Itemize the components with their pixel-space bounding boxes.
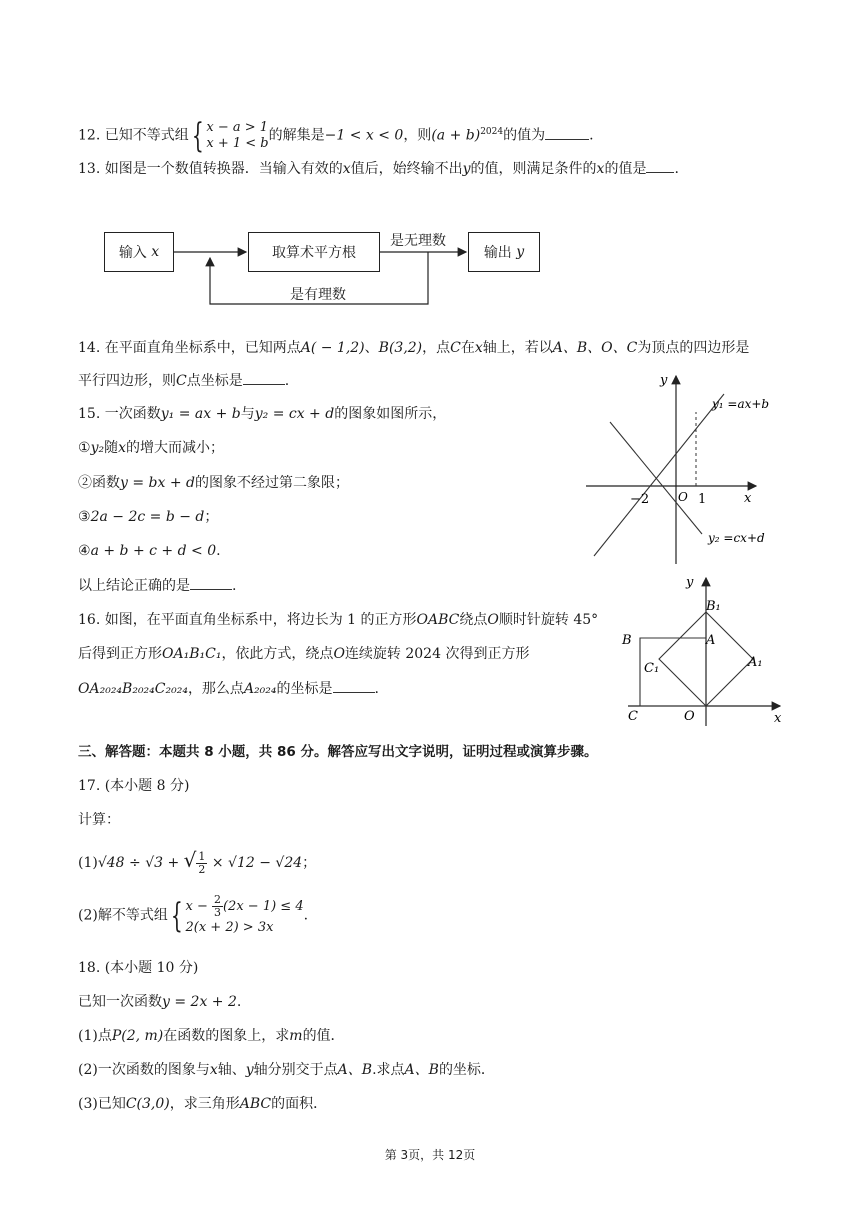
question-12: 12. 已知不等式组{ x − a > 1 x + 1 < b 的解集是−1 < x < 0，则$(a + b)^{2024}$的值为 . bbox=[78, 115, 594, 156]
q15-claim-1: ①y₂随x的增大而减小； bbox=[78, 440, 224, 456]
question-13: 13. 如图是一个数值转换器．当输入有效的x值后，始终输不出y的值，则满足条件的x的值是 . bbox=[78, 158, 679, 179]
tick-1: 1 bbox=[698, 492, 707, 507]
y-axis-label: y bbox=[686, 575, 694, 590]
point-B: B bbox=[622, 633, 632, 648]
answer-blank bbox=[545, 125, 589, 140]
q18-part2: (2)一次函数的图象与x轴、y轴分别交于点A、B.求点A、B的坐标． bbox=[78, 1062, 495, 1078]
brace-icon: { bbox=[191, 115, 204, 156]
q17-part1: (1)√48 ÷ √3 + √ $\frac{1}{2}$ × √12 − √24； bbox=[78, 848, 317, 876]
point-C: C bbox=[628, 709, 638, 724]
irrational-label: 是无理数 bbox=[390, 233, 446, 249]
q18-title: 18. (本小题 10 分) bbox=[78, 960, 199, 976]
point-O: O bbox=[684, 709, 695, 724]
inequality-system: x − a > 1 x + 1 < b bbox=[206, 119, 269, 151]
y-axis-label: y bbox=[660, 373, 668, 388]
answer-blank bbox=[243, 370, 285, 385]
answer-blank bbox=[333, 678, 375, 693]
q15-conclusion: 以上结论正确的是 . bbox=[78, 575, 236, 596]
point-A: A bbox=[706, 633, 716, 648]
question-14-line1: 14. 在平面直角坐标系中，已知两点A( − 1,2)、B(3,2)，点C在x轴上，若以A、B、O、C为顶点的四边形是 bbox=[78, 340, 750, 356]
input-box: 输入 x bbox=[104, 232, 174, 272]
brace-icon: { bbox=[170, 895, 183, 936]
inequality-system: x − $\frac{2}{3}$ (2x − 1) ≤ 4 2(x + 2) > 3x bbox=[185, 893, 304, 935]
q18-given: 已知一次函数y = 2x + 2. bbox=[78, 994, 242, 1010]
answer-blank bbox=[190, 575, 232, 590]
point-C1: C₁ bbox=[644, 661, 660, 676]
page-footer: 第 3页，共 12页 bbox=[384, 1148, 476, 1162]
q16-graph bbox=[614, 572, 790, 728]
y2-label: y₂ =cx+d bbox=[708, 531, 765, 545]
q17-title: 17. (本小题 8 分) bbox=[78, 778, 190, 794]
output-box: 输出 y bbox=[468, 232, 540, 272]
q12-number: 12. bbox=[78, 127, 101, 144]
question-16-line2: 后得到正方形OA₁B₁C₁，依此方式，绕点O连续旋转 2024 次得到正方形 bbox=[78, 646, 530, 662]
answer-blank bbox=[646, 158, 674, 173]
q15-claim-2: ②函数y = bx + d的图象不经过第二象限； bbox=[78, 475, 349, 491]
q18-part1: (1)点P(2, m)在函数的图象上，求m的值． bbox=[78, 1028, 345, 1044]
section-3-heading: 三、解答题：本题共 8 小题，共 86 分。解答应写出文字说明，证明过程或演算步骤。 bbox=[78, 744, 598, 760]
tick-neg2: −2 bbox=[630, 492, 650, 507]
question-14-line2: 平行四边形，则C点坐标是 . bbox=[78, 370, 289, 391]
question-16-line1: 16. 如图，在平面直角坐标系中，将边长为 1 的正方形OABC绕点O顺时针旋转 45° bbox=[78, 612, 599, 628]
question-16-line3: OA₂₀₂₄B₂₀₂₄C₂₀₂₄，那么点A₂₀₂₄的坐标是 . bbox=[78, 678, 379, 699]
q15-claim-3: ③2a − 2c = b − d； bbox=[78, 509, 219, 525]
line-y1 bbox=[594, 394, 724, 556]
x-axis-label: x bbox=[774, 711, 782, 726]
y1-label: y₁ =ax+b bbox=[712, 397, 770, 411]
converter-flowchart bbox=[100, 226, 540, 316]
x-axis-label: x bbox=[744, 491, 752, 506]
q15-claim-4: ④a + b + c + d < 0. bbox=[78, 543, 221, 559]
q18-part3: (3)已知C(3,0)，求三角形ABC的面积． bbox=[78, 1096, 328, 1112]
sqrt-process-box: 取算术平方根 bbox=[248, 232, 380, 272]
q17-part2: (2)解不等式组{ x − $\frac{2}{3}$ (2x − 1) ≤ 4 2(x + 2) > 3x . bbox=[78, 893, 309, 936]
q15-graph bbox=[584, 372, 790, 568]
point-B1: B₁ bbox=[706, 599, 721, 614]
origin-label: O bbox=[678, 490, 688, 504]
rational-label: 是有理数 bbox=[290, 287, 346, 303]
q17-prompt: 计算： bbox=[78, 812, 120, 828]
question-15: 15. 一次函数y₁ = ax + b与y₂ = cx + d的图象如图所示， bbox=[78, 406, 447, 422]
point-A1: A₁ bbox=[748, 655, 763, 670]
